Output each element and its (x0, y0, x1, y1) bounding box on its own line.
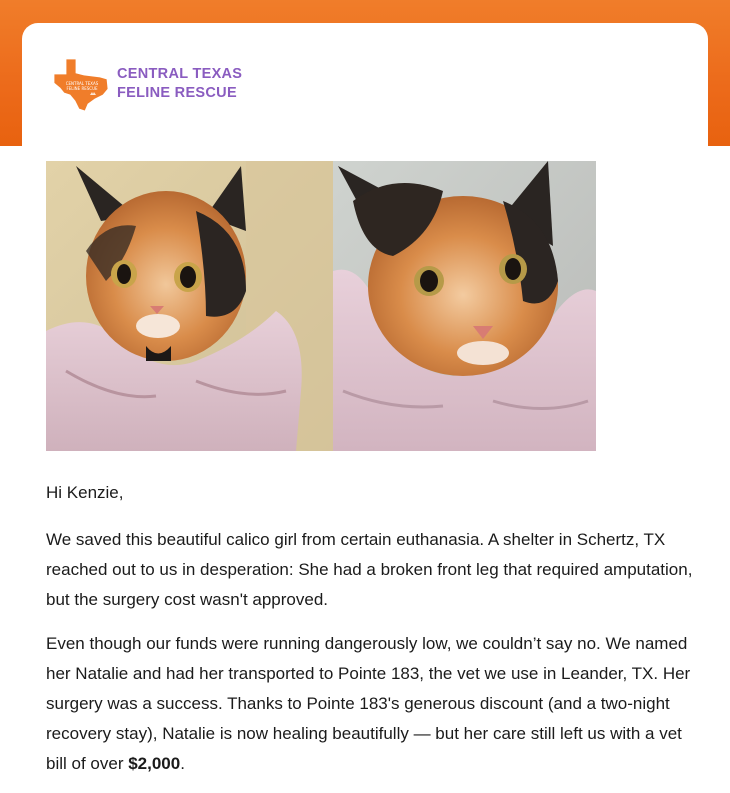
brand-name-line2: FELINE RESCUE (117, 85, 237, 101)
paragraph-rescue-story: We saved this beautiful calico girl from certain euthanasia. A shelter in Schertz, TX reached out to us in desperation: She had a broken front leg that required amputation, but the surgery cost wasn't approved. (46, 530, 693, 609)
cat-photos (46, 161, 596, 451)
brand-name (117, 65, 242, 103)
email-body (46, 478, 696, 793)
greeting: Hi Kenzie, (46, 483, 124, 502)
email-card (22, 23, 708, 783)
cat-photo-left (46, 161, 333, 451)
paragraph-vet-bill (46, 629, 696, 779)
svg-text:FELINE RESCUE: FELINE RESCUE (66, 86, 98, 91)
vet-bill-amount: $2,000 (128, 754, 181, 773)
paragraph-vet-bill-end: . (180, 754, 185, 773)
svg-text:CENTRAL TEXAS: CENTRAL TEXAS (65, 81, 99, 86)
brand-name-line1: CENTRAL TEXAS (117, 66, 243, 82)
texas-logo-icon (52, 55, 110, 113)
paragraph-vet-bill-text: Even though our funds were running dangerously low, we couldn’t say no. We named her Natalie and had her transported to Pointe 183, the vet we use in Leander, TX. Her surgery was a success. Thanks to Pointe 183's generous discount (and a two-night recovery stay), Natalie is now healing beautifully — but her care still left us with a vet bill of over (46, 634, 691, 773)
brand[interactable] (52, 55, 242, 113)
cat-photo-right (333, 161, 596, 451)
